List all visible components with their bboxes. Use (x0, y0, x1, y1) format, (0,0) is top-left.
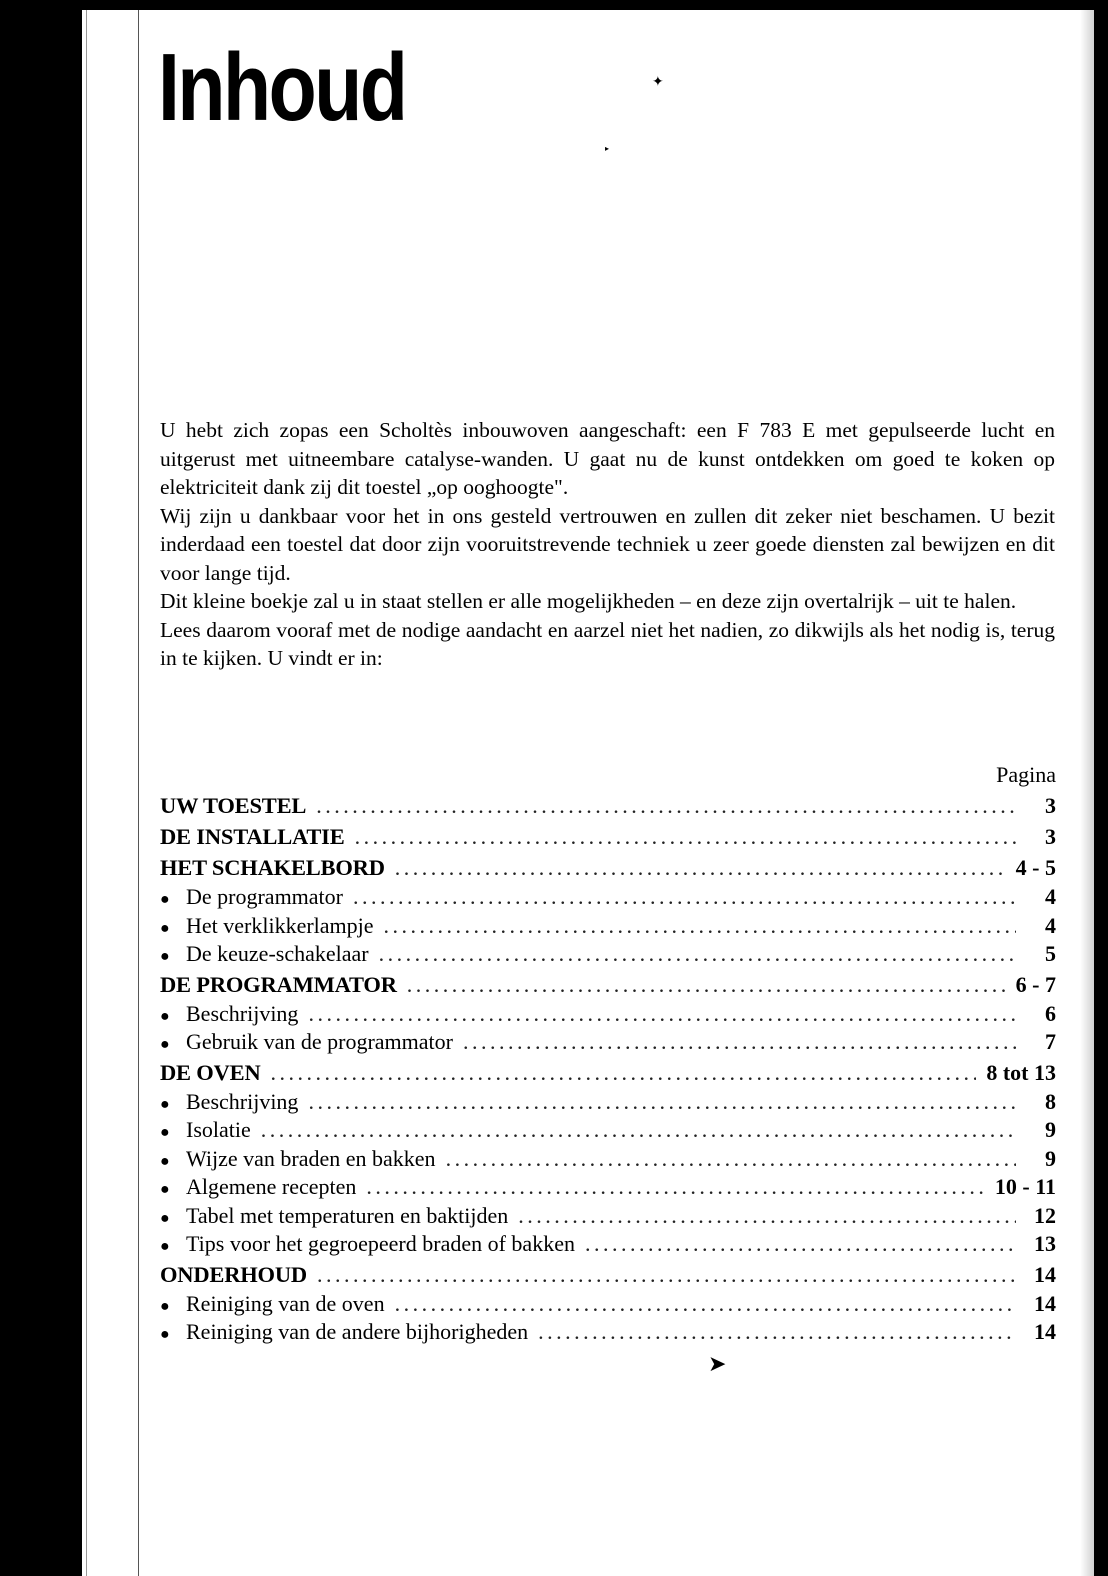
toc-label (160, 1145, 436, 1177)
toc-page-number: 9 (1045, 1145, 1056, 1171)
toc-section-row (160, 1057, 1056, 1088)
toc-section-row (160, 852, 1056, 883)
bullet-icon: ● (160, 1238, 170, 1255)
toc-item-row (160, 1230, 1056, 1259)
binding-margin-line (138, 10, 139, 1576)
page-title: Inhoud (158, 34, 406, 141)
toc-item-row (160, 883, 1056, 912)
toc-label-text: Algemene recepten (186, 1174, 357, 1199)
bullet-icon: ● (160, 891, 170, 908)
scan-speck: ➤ (708, 1352, 727, 1377)
toc-label-text: De programmator (186, 884, 343, 909)
toc-page-number: 14 (1034, 1290, 1056, 1316)
toc-label (160, 852, 385, 883)
toc-label-text: DE PROGRAMMATOR (160, 971, 397, 997)
toc-page-number: 6 (1045, 1000, 1056, 1026)
toc-label-text: HET SCHAKELBORD (160, 855, 385, 880)
toc-label-text: ONDERHOUD (160, 1261, 307, 1287)
toc-label (160, 1088, 298, 1120)
toc-label (160, 940, 369, 972)
toc-item-row (160, 1000, 1056, 1029)
toc-leader-dots (355, 821, 1016, 852)
toc-label-text: De keuze-schakelaar (186, 941, 369, 966)
toc-label (160, 969, 397, 1000)
toc-leader-dots (395, 1290, 1016, 1319)
bullet-icon: ● (160, 1209, 170, 1227)
toc-label-text: Beschrijving (186, 1088, 299, 1114)
toc-item-row (160, 1116, 1056, 1145)
table-of-contents (160, 760, 1056, 1347)
toc-page-number: 14 (1034, 1261, 1056, 1287)
toc-item-row (160, 1290, 1056, 1319)
bullet-icon: ● (160, 1007, 170, 1025)
scan-speck: ✦ (652, 74, 664, 90)
toc-section-row (160, 790, 1056, 821)
toc-label-text: UW TOESTEL (160, 793, 307, 818)
toc-item-row (160, 1145, 1056, 1174)
bullet-icon: ● (160, 948, 170, 965)
toc-leader-dots (366, 1173, 984, 1202)
intro-paragraph: Lees daarom vooraf met de nodige aandacht en aarzel niet het nadien, zo dikwijls als het nodig is, terug in te kijken. U vindt er in: (160, 617, 1055, 670)
bullet-icon: ● (160, 1181, 170, 1198)
toc-leader-dots (407, 969, 1006, 1000)
toc-label-text: Beschrijving (186, 1000, 299, 1026)
toc-leader-dots (463, 1028, 1016, 1057)
toc-label-text: DE OVEN (160, 1059, 261, 1085)
toc-leader-dots (538, 1318, 1016, 1347)
toc-label-text: DE INSTALLATIE (160, 824, 345, 849)
bullet-icon: ● (160, 1095, 170, 1113)
toc-label (160, 1116, 251, 1148)
toc-leader-dots (308, 1000, 1016, 1029)
toc-leader-dots (316, 790, 1016, 821)
toc-label (160, 790, 306, 821)
toc-label (160, 1057, 261, 1088)
toc-label-text: Het verklikkerlampje (186, 912, 374, 938)
toc-page-number: 4 (1045, 884, 1056, 909)
toc-label (160, 821, 345, 852)
toc-page-number: 6 - 7 (1015, 971, 1056, 997)
toc-label-text: Reiniging van de oven (186, 1290, 385, 1316)
toc-section-row (160, 821, 1056, 852)
document-page (82, 10, 1094, 1576)
toc-item-row (160, 912, 1056, 941)
toc-entries (160, 790, 1056, 1347)
toc-leader-dots (585, 1230, 1016, 1259)
scan-edge-line (86, 10, 87, 1576)
toc-page-number: 5 (1045, 941, 1056, 966)
toc-page-number: 8 (1045, 1088, 1056, 1114)
bullet-icon: ● (160, 1152, 170, 1170)
bullet-icon: ● (160, 1297, 170, 1315)
toc-item-row (160, 1318, 1056, 1347)
toc-label-text: Tips voor het gegroepeerd braden of bakken (186, 1231, 575, 1256)
toc-label-text: Reiniging van de andere bijhorigheden (186, 1319, 529, 1344)
toc-label (160, 883, 343, 915)
toc-page-number: 7 (1045, 1029, 1056, 1054)
toc-label (160, 1290, 385, 1322)
toc-leader-dots (379, 940, 1016, 969)
bullet-icon: ● (160, 1326, 170, 1343)
toc-page-number: 13 (1034, 1231, 1056, 1256)
toc-label (160, 1230, 575, 1262)
toc-label-text: Isolatie (186, 1117, 251, 1142)
toc-section-row (160, 1259, 1056, 1290)
toc-page-number: 8 tot 13 (986, 1059, 1056, 1085)
scan-speck: ▸ (605, 144, 610, 153)
toc-label-text: Tabel met temperaturen en baktijden (186, 1202, 509, 1228)
toc-page-number: 10 - 11 (994, 1174, 1056, 1199)
bullet-icon: ● (160, 1124, 170, 1141)
toc-item-row (160, 1028, 1056, 1057)
toc-section-row (160, 969, 1056, 1000)
toc-leader-dots (518, 1202, 1016, 1231)
toc-page-number: 12 (1034, 1202, 1056, 1228)
toc-leader-dots (395, 852, 1006, 883)
toc-item-row (160, 940, 1056, 969)
toc-item-row (160, 1173, 1056, 1202)
toc-leader-dots (261, 1116, 1016, 1145)
toc-label (160, 1318, 528, 1350)
toc-label (160, 912, 374, 944)
toc-page-number: 14 (1034, 1319, 1056, 1344)
toc-label (160, 1202, 508, 1234)
toc-item-row (160, 1202, 1056, 1231)
toc-leader-dots (353, 883, 1016, 912)
toc-page-number: 4 - 5 (1015, 855, 1056, 880)
toc-page-number: 9 (1045, 1117, 1056, 1142)
scan-shadow (1080, 10, 1094, 1576)
intro-paragraph: U hebt zich zopas een Scholtès inbouwoven aangeschaft: een F 783 E met gepulseerde lucht en uitgerust met uitneembare catalyse-wanden. U gaat nu de kunst ontdekken om goed te koken op elektriciteit dank zij dit toestel „op ooghoogte". (160, 418, 1055, 499)
bullet-icon: ● (160, 1036, 170, 1053)
toc-leader-dots (446, 1145, 1016, 1174)
toc-label (160, 1000, 298, 1032)
toc-leader-dots (308, 1088, 1016, 1117)
toc-leader-dots (271, 1057, 977, 1088)
toc-label-text: Gebruik van de programmator (186, 1029, 453, 1054)
toc-page-header: Pagina (996, 762, 1056, 787)
toc-page-number: 4 (1045, 912, 1056, 938)
toc-page-number: 3 (1045, 824, 1056, 849)
toc-label (160, 1028, 453, 1060)
toc-leader-dots (317, 1259, 1016, 1290)
toc-item-row (160, 1088, 1056, 1117)
toc-label-text: Wijze van braden en bakken (186, 1145, 436, 1171)
intro-paragraph: Dit kleine boekje zal u in staat stellen er alle mogelijkheden – en deze zijn overtalrijk – uit te halen. (160, 589, 1017, 613)
toc-page-number: 3 (1045, 793, 1056, 818)
toc-leader-dots (384, 912, 1016, 941)
toc-label (160, 1173, 356, 1205)
bullet-icon: ● (160, 919, 170, 937)
intro-paragraph: Wij zijn u dankbaar voor het in ons gesteld vertrouwen en zullen dit zeker niet beschamen. U bezit inderdaad een toestel dat door zijn vooruitstrevende techniek u zeer goede diensten zal bewijzen en dit voor lange tijd. (160, 503, 1055, 585)
toc-label (160, 1259, 307, 1290)
intro-text (160, 416, 1055, 673)
